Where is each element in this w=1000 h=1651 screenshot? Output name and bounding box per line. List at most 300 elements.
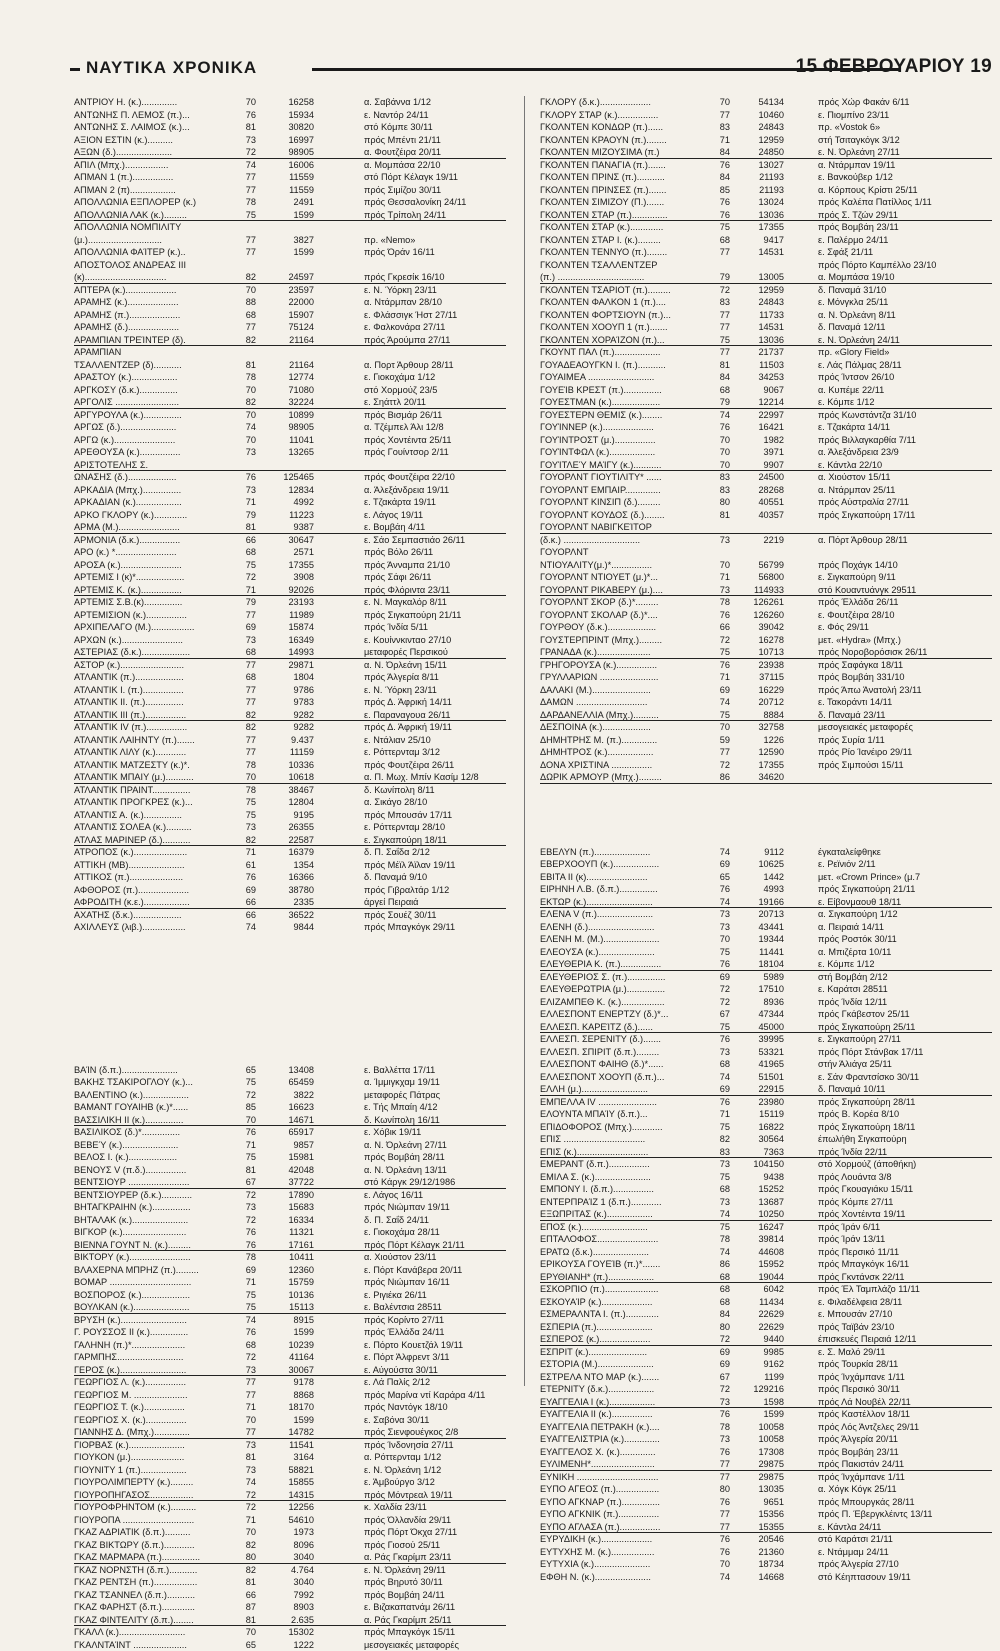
ship-name: ΑΤΛΑΝΤΙΚ Ι. (π.)................ — [74, 684, 230, 697]
ship-row — [540, 484, 992, 497]
tonnage: 12774 — [260, 371, 314, 384]
ship-name: ΝΤΙΟΥΑΛΙΤΥ(μ.)*................ — [540, 559, 706, 572]
tonnage: 42048 — [260, 1164, 314, 1177]
build-year: 78 — [234, 1251, 256, 1264]
position: πρός Ίνδία 5/11 — [364, 621, 524, 634]
build-year: 73 — [234, 446, 256, 459]
build-year: 75 — [708, 1171, 730, 1184]
ship-row — [74, 609, 506, 622]
ship-name: ΩΝΑΣΗΣ (δ.)................... — [74, 471, 230, 484]
position: πρός Σιγκαπούρη 21/11 — [364, 609, 524, 622]
ship-row — [540, 121, 992, 134]
position: ε. Πιομπίνο 23/11 — [818, 109, 992, 122]
tonnage: 1804 — [260, 671, 314, 684]
ship-name: ΓΚΑΖ ΑΔΡΙΑΤΙΚ (δ.π.).......... — [74, 1526, 230, 1539]
ship-row — [74, 1214, 506, 1227]
tonnage: 9067 — [730, 384, 784, 397]
tonnage: 13265 — [260, 446, 314, 459]
tonnage: 8936 — [730, 996, 784, 1009]
ship-name: ΓΟΥΟΡΛΝΤ ΣΚΟΡ (δ.)*......... — [540, 596, 706, 609]
ship-row — [74, 884, 506, 897]
position: πρός Σουέζ 30/11 — [364, 909, 524, 922]
ship-row — [74, 1164, 506, 1177]
build-year: 74 — [234, 1314, 256, 1327]
ship-row — [540, 271, 992, 284]
position: α. Ίμμιγκχαμ 19/11 — [364, 1076, 524, 1089]
build-year: 77 — [234, 696, 256, 709]
build-year: 70 — [234, 1414, 256, 1427]
tonnage: 6042 — [730, 1283, 784, 1296]
build-year: 72 — [708, 1383, 730, 1396]
position: πρός Χοντέιντα 19/11 — [818, 1208, 992, 1221]
position: πρός Σιγκαπούρη 18/11 — [818, 1121, 992, 1134]
tonnage: 4.764 — [260, 1564, 314, 1577]
ship-row — [540, 634, 992, 647]
position: πρός Ίντσον 26/10 — [818, 371, 992, 384]
build-year: 76 — [708, 209, 730, 222]
ship-row — [74, 1539, 506, 1552]
ship-name: ΑΤΛΑΝΤΙΣ ΣΟΛΕΑ (κ.).......... — [74, 821, 230, 834]
ship-row — [74, 546, 506, 559]
position: ε. Φλάσσιγκ Ήστ 27/11 — [364, 309, 524, 322]
ship-name: ΑΡΧΩΝ (κ.)........................ — [74, 634, 230, 647]
ship-name: ΑΧΙΛΛΕΥΣ (λιβ.)................. — [74, 921, 230, 934]
ship-row — [540, 1071, 992, 1084]
ship-name: ΓΕΡΟΣ (κ.).......................... — [74, 1364, 230, 1377]
ship-name: ΕΛΙΖΑΜΠΕΘ Κ. (κ.)................. — [540, 996, 706, 1009]
build-year: 72 — [708, 1333, 730, 1346]
build-year: 72 — [234, 1351, 256, 1364]
build-year: 78 — [234, 759, 256, 772]
ship-row — [540, 209, 992, 222]
position: πρός Καλέπα Πατίλλος 1/11 — [818, 196, 992, 209]
position: μεσογειακές μεταφορές — [364, 1639, 524, 1651]
tonnage: 16822 — [730, 1121, 784, 1134]
position: α. Ν. Όρλεάνη 15/11 — [364, 659, 524, 672]
ship-name: ΑΤΤΙΚΟΣ (π.)..................... — [74, 871, 230, 884]
ship-name: ΑΧΑΤΗΣ (δ.κ.)................... — [74, 909, 230, 922]
ship-row — [540, 1346, 992, 1359]
position: μεταφορές Περσικού — [364, 646, 524, 659]
ship-name: ΓΕΩΡΓΙΟΣ Μ. ..................... — [74, 1389, 230, 1402]
build-year: 76 — [234, 1239, 256, 1252]
ship-name: ΑΤΛΑΝΤΙΚ ΛΑΙΗΝΤΥ (π.)....... — [74, 734, 230, 747]
ship-name: ΑΤΛΑΣ ΜΑΡΙΝΕΡ (δ.)........... — [74, 834, 230, 847]
ship-name: ΑΡΟ (κ.) *........................ — [74, 546, 230, 559]
position: πρός Ίνδία 22/11 — [818, 1146, 992, 1159]
position: πρός Γκάβεστον 25/11 — [818, 1008, 992, 1021]
tonnage: 8915 — [260, 1314, 314, 1327]
tonnage: 43441 — [730, 921, 784, 934]
ship-row — [540, 459, 992, 472]
tonnage: 3971 — [730, 446, 784, 459]
ship-name: (π.) .................................. — [540, 271, 706, 284]
tonnage: 18734 — [730, 1558, 784, 1571]
ship-name: ΑΡΤΕΜΙΣ Κ. (κ.)................ — [74, 584, 230, 597]
tonnage: 22997 — [730, 409, 784, 422]
tonnage: 10058 — [730, 1421, 784, 1434]
ship-name: ΑΠΟΛΛΩΝΙΑ ΕΞΠΛΟΡΕΡ (κ.) — [74, 196, 230, 209]
ship-name: ΓΟΥΊΝΝΕΡ (κ.).................... — [540, 421, 706, 434]
ship-row — [540, 896, 992, 909]
ship-name: Γ. ΡΟΥΣΣΟΣ ΙΙ (κ.)............... — [74, 1326, 230, 1339]
tonnage: 21164 — [260, 359, 314, 372]
ship-row — [74, 559, 506, 572]
position: πρός Ίνδονησία 27/11 — [364, 1439, 524, 1452]
build-year: 77 — [234, 321, 256, 334]
ship-name: ΒΑΜΑΝΤ ΓΟΥΑΙΗΒ (κ.)*...... — [74, 1101, 230, 1114]
ship-row — [74, 421, 506, 434]
tonnage: 22000 — [260, 296, 314, 309]
position: ε. Σιγκαπούρη 9/11 — [818, 571, 992, 584]
ship-row — [540, 496, 992, 509]
tonnage: 1442 — [730, 871, 784, 884]
tonnage: 1982 — [730, 434, 784, 447]
build-year: 75 — [234, 1076, 256, 1089]
position: ε. Φιλαδέλφεια 28/11 — [818, 1296, 992, 1309]
tonnage: 14531 — [730, 246, 784, 259]
build-year: 82 — [234, 396, 256, 409]
ship-name: ΕΠΤΑΛΟΦΟΣ........................ — [540, 1233, 706, 1246]
build-year: 69 — [708, 1346, 730, 1359]
position: πρός Καστέλλον 18/11 — [818, 1408, 992, 1421]
tonnage: 29871 — [260, 659, 314, 672]
build-year: 76 — [708, 1496, 730, 1509]
ship-row — [74, 459, 506, 472]
ship-row — [540, 246, 992, 259]
tonnage: 3908 — [260, 571, 314, 584]
ship-name: ΑΤΡΟΠΟΣ (κ.)..................... — [74, 846, 230, 859]
ship-row — [74, 1351, 506, 1364]
build-year: 73 — [708, 534, 730, 547]
build-year: 77 — [708, 246, 730, 259]
ship-name: ΕΜΕΡΑΝΤ (δ.π.)................ — [540, 1158, 706, 1171]
ship-name: ΑΤΛΑΝΤΙΣ Α. (κ.)............... — [74, 809, 230, 822]
ship-name: ΓΟΥΣΤΕΡΠΡΙΝΤ (Μπχ.)......... — [540, 634, 706, 647]
ship-name: ΓΚΑΖ ΦΙΝΤΕΛΙΤΥ (δ.π.)........ — [74, 1614, 230, 1627]
ship-name: ΓΕΩΡΓΙΟΣ Λ. (κ.)................ — [74, 1376, 230, 1389]
ship-row — [540, 1208, 992, 1221]
position: πρός Μπουργκάς 28/11 — [818, 1496, 992, 1509]
ship-row — [540, 1171, 992, 1184]
tonnage: 65917 — [260, 1126, 314, 1139]
position: πρός Έλλάδα 24/11 — [364, 1326, 524, 1339]
ship-row — [74, 209, 506, 222]
position: πρός Νιώμπαν 16/11 — [364, 1276, 524, 1289]
position: ε. Τής Μπαίη 4/12 — [364, 1101, 524, 1114]
build-year: 77 — [234, 684, 256, 697]
ship-name: ΕΣΠΕΡΟΣ (κ.).................... — [540, 1333, 706, 1346]
ship-name: ΓΙΟΥΡΟΠΑ ............................ — [74, 1514, 230, 1527]
position: ε. Σηάττλ 20/11 — [364, 396, 524, 409]
position: α. Ράς Γκαρίμπ 25/11 — [364, 1614, 524, 1627]
build-year: 76 — [708, 1546, 730, 1559]
ship-name: ΓΚΟΛΝΤΕΝ ΤΣΑΡΙΟΤ (π.)......... — [540, 284, 706, 297]
ship-row — [74, 121, 506, 134]
tonnage: 15355 — [730, 1521, 784, 1534]
position: πρός Χοντέιντα 25/11 — [364, 434, 524, 447]
ship-row — [74, 446, 506, 459]
ship-name: ΓΙΟΥΡΟΦΡΗΝΤΟΜ (κ.).......... — [74, 1501, 230, 1514]
ship-name: ΒΗΤΑΛΑΚ (κ.)...................... — [74, 1214, 230, 1227]
build-year: 73 — [708, 1433, 730, 1446]
tonnage: 11733 — [730, 309, 784, 322]
ship-row — [540, 1258, 992, 1271]
ship-row — [540, 396, 992, 409]
ship-name: ΑΤΛΑΝΤΙΚ ΛΙΛΥ (κ.)............ — [74, 746, 230, 759]
ship-row — [540, 409, 992, 422]
tonnage: 1598 — [730, 1396, 784, 1409]
build-year: 66 — [234, 909, 256, 922]
position: ε. Άμβούργο 3/12 — [364, 1476, 524, 1489]
build-year: 75 — [234, 1301, 256, 1314]
position: πρός Σάφι 26/11 — [364, 571, 524, 584]
ship-row — [74, 834, 506, 847]
ship-row — [74, 234, 506, 247]
tonnage: 7363 — [730, 1146, 784, 1159]
tonnage: 1226 — [730, 734, 784, 747]
position: στή Τσιταγκόγκ 3/12 — [818, 134, 992, 147]
tonnage: 9178 — [260, 1376, 314, 1389]
build-year: 59 — [708, 734, 730, 747]
build-year: 65 — [708, 871, 730, 884]
position: ε. Κουίννκινταο 27/10 — [364, 634, 524, 647]
ship-name: ΔΑΛΑΚΙ (Μ.)....................... — [540, 684, 706, 697]
build-year: 70 — [708, 434, 730, 447]
ship-name: ΕΥΑΓΓΕΛΙΑ ΠΕΤΡΑΚΗ (κ.).... — [540, 1421, 706, 1434]
tonnage: 17355 — [730, 221, 784, 234]
ship-row — [540, 1358, 992, 1371]
ship-name: ΕΠΙΣ ................................ — [540, 1133, 706, 1146]
ship-name: ΕΡΑΤΩ (δ.κ.)...................... — [540, 1246, 706, 1259]
position: μετ. «Crown Prince» (μ.7 — [818, 871, 992, 884]
tonnage: 9857 — [260, 1139, 314, 1152]
ship-row — [74, 571, 506, 584]
build-year: 81 — [234, 359, 256, 372]
tonnage: 15252 — [730, 1183, 784, 1196]
tonnage: 17355 — [260, 559, 314, 572]
ship-name: ΓΕΩΡΓΙΟΣ Χ. (κ.)................ — [74, 1414, 230, 1427]
ship-name: ΓΚΑΛΝΤΑΊΝΤ ..................... — [74, 1639, 230, 1651]
position: ε. Λάγος 19/11 — [364, 509, 524, 522]
ship-row — [74, 171, 506, 184]
ship-row — [540, 759, 992, 772]
ship-row — [74, 634, 506, 647]
ship-name: ΓΚΟΛΝΤΕΝ ΦΟΡΤΣΙΟΥΝ (π.)... — [540, 309, 706, 322]
position: πρός Ίράν 13/11 — [818, 1233, 992, 1246]
ship-list-c — [540, 96, 992, 784]
ship-name: ΕΣΜΕΡΑΛΝΤΑ Ι. (π.)............. — [540, 1308, 706, 1321]
position: στήν Άλιάγα 25/11 — [818, 1058, 992, 1071]
position: δ. Κωνίπολη 16/11 — [364, 1114, 524, 1127]
column-divider — [524, 96, 525, 1386]
ship-row — [540, 1146, 992, 1159]
ship-row — [74, 1501, 506, 1514]
tonnage: 13036 — [730, 334, 784, 347]
ship-name: ΒΑΣΣΙΛΙΚΗ ΙΙ (κ.)............... — [74, 1114, 230, 1127]
ship-row — [540, 259, 992, 272]
position: πρός Σιγκαπούρη 21/11 — [818, 883, 992, 896]
ship-row — [540, 1383, 992, 1396]
ship-name: ΑΞΙΟΝ ΕΣΤΙΝ (κ.).......... — [74, 134, 230, 147]
tonnage: 40357 — [730, 509, 784, 522]
ship-row — [74, 859, 506, 872]
position: ε. Γιοκοχάμα 1/12 — [364, 371, 524, 384]
build-year: 86 — [708, 771, 730, 784]
tonnage: 22587 — [260, 834, 314, 847]
tonnage: 12256 — [260, 1501, 314, 1514]
position: ε. Ν. Ύόρκη 23/11 — [364, 284, 524, 297]
ship-name: ΕΛΕΝΑ V (π.)...................... — [540, 908, 706, 921]
position: α. Ν. Όρλεάνη 13/11 — [364, 1164, 524, 1177]
tonnage: 2335 — [260, 896, 314, 909]
ship-row — [74, 371, 506, 384]
position: δ. Παναμά 31/10 — [818, 284, 992, 297]
position: πρός Βομβάη 23/11 — [818, 221, 992, 234]
position: ε. Βιζακαπατνάμ 26/11 — [364, 1601, 524, 1614]
build-year: 79 — [708, 396, 730, 409]
ship-row — [74, 396, 506, 409]
position: πρός Ταϊβάν 23/10 — [818, 1321, 992, 1334]
build-year: 72 — [234, 1214, 256, 1227]
tonnage: 30564 — [730, 1133, 784, 1146]
ship-row — [540, 96, 992, 109]
position: ε. Ναντόρ 24/11 — [364, 109, 524, 122]
build-year: 74 — [708, 1071, 730, 1084]
build-year: 84 — [708, 1308, 730, 1321]
tonnage: 11559 — [260, 184, 314, 197]
tonnage: 39814 — [730, 1233, 784, 1246]
build-year: 83 — [708, 484, 730, 497]
position: α. Σαβάννα 1/12 — [364, 96, 524, 109]
ship-row — [540, 1158, 992, 1171]
tonnage: 18104 — [730, 958, 784, 971]
build-year: 71 — [708, 1108, 730, 1121]
build-year: 69 — [708, 858, 730, 871]
ship-name: ΓΚΑΖ ΜΑΡΜΑΡΑ (π.)............... — [74, 1551, 230, 1564]
build-year: 73 — [708, 1158, 730, 1171]
tonnage: 21737 — [730, 346, 784, 359]
build-year: 76 — [234, 1126, 256, 1139]
tonnage: 18170 — [260, 1401, 314, 1414]
position: ε. Σιγκαπούρη 18/11 — [364, 834, 524, 847]
position: πρός Σιενφουέγκος 2/8 — [364, 1426, 524, 1439]
position: πρ. «Nemo» — [364, 234, 524, 247]
position: πρός Λός Άντζελες 29/11 — [818, 1421, 992, 1434]
position: πρός Έλ Ταμπλάζο 11/11 — [818, 1283, 992, 1296]
position: α. Πορτ Άρθουρ 28/11 — [364, 359, 524, 372]
build-year: 71 — [234, 846, 256, 859]
build-year: 77 — [234, 1376, 256, 1389]
tonnage: 3827 — [260, 234, 314, 247]
build-year: 72 — [234, 1501, 256, 1514]
position: πρός Περσικό 11/11 — [818, 1246, 992, 1259]
ship-row — [74, 1114, 506, 1127]
ship-name: ΑΞΩΝ (δ.)...................... — [74, 146, 230, 159]
build-year: 81 — [234, 1614, 256, 1627]
ship-name: ΕΜΠΕΛΛΑ IV ....................... — [540, 1096, 706, 1109]
position: ε. Ριγιέκα 26/11 — [364, 1289, 524, 1302]
position: ε. Κόμπε 1/12 — [818, 396, 992, 409]
build-year: 82 — [234, 834, 256, 847]
ship-name: ΕΛΛΗ (μ.).......................... — [540, 1083, 706, 1096]
tonnage: 10058 — [730, 1433, 784, 1446]
position: πρός Π. Έβεργκλέιντς 13/11 — [818, 1508, 992, 1521]
position: μεταφορές Πάτρας — [364, 1089, 524, 1102]
build-year: 77 — [234, 246, 256, 259]
tonnage: 34253 — [730, 371, 784, 384]
tonnage: 10618 — [260, 771, 314, 784]
tonnage: 32224 — [260, 396, 314, 409]
build-year: 71 — [234, 1276, 256, 1289]
ship-name: ΓΟΥΟΡΛΝΤ ΡΙΚΑΒΕΡΥ (μ.).... — [540, 584, 706, 597]
ship-name: ΕΠΙΣ (κ.)............................ — [540, 1146, 706, 1159]
position: ε. Φός 29/11 — [818, 621, 992, 634]
build-year: 76 — [708, 1533, 730, 1546]
tonnage: 17890 — [260, 1189, 314, 1202]
position: πρός Άλγερία 27/10 — [818, 1558, 992, 1571]
build-year: 74 — [708, 1208, 730, 1221]
tonnage: 21164 — [260, 334, 314, 347]
build-year: 68 — [708, 1271, 730, 1284]
position: α. Χιούστον 15/11 — [818, 471, 992, 484]
position: πρός Γουίντσορ 2/11 — [364, 446, 524, 459]
ship-name: ΓΚΟΛΝΤΕΝ ΣΤΑΡ (π.).............. — [540, 209, 706, 222]
position: ε. Σ. Μαλό 29/11 — [818, 1346, 992, 1359]
position: πρός Νοροβορόσισκ 26/11 — [818, 646, 992, 659]
ship-row — [74, 134, 506, 147]
ship-row — [74, 409, 506, 422]
build-year: 77 — [708, 109, 730, 122]
tonnage: 28268 — [730, 484, 784, 497]
ship-row — [540, 584, 992, 597]
build-year: 77 — [708, 746, 730, 759]
build-year: 76 — [708, 958, 730, 971]
tonnage: 13005 — [730, 271, 784, 284]
position: πρός Γκντάνσκ 22/11 — [818, 1271, 992, 1284]
build-year: 76 — [708, 196, 730, 209]
ship-name: ΕΥΠΟ ΑΓΚΝΑΡ (π.)............... — [540, 1496, 706, 1509]
tonnage: 53321 — [730, 1046, 784, 1059]
position: ε. Πόρτ Άλφρεντ 3/11 — [364, 1351, 524, 1364]
build-year: 69 — [708, 971, 730, 984]
ship-row — [540, 471, 992, 484]
build-year: 70 — [708, 459, 730, 472]
build-year: 75 — [234, 796, 256, 809]
position: α. Μομπάσα 19/10 — [818, 271, 992, 284]
tonnage: 14993 — [260, 646, 314, 659]
ship-name: ΕΜΠΟΝΥ Ι. (δ.π.)................ — [540, 1183, 706, 1196]
position: πρός Πόρτ Στάνβακ 17/11 — [818, 1046, 992, 1059]
build-year: 78 — [234, 196, 256, 209]
build-year: 66 — [708, 621, 730, 634]
build-year: 74 — [708, 1571, 730, 1584]
position: α. Ν. Όρλεάνη 27/11 — [364, 1139, 524, 1152]
ship-row — [74, 1414, 506, 1427]
build-year: 77 — [234, 234, 256, 247]
ship-name: ΑΤΛΑΝΤΙΚ (π.)................... — [74, 671, 230, 684]
ship-row — [540, 359, 992, 372]
ship-row — [74, 1301, 506, 1314]
tonnage: 104150 — [730, 1158, 784, 1171]
build-year: 82 — [234, 721, 256, 734]
tonnage: 22629 — [730, 1321, 784, 1334]
tonnage: 11559 — [260, 171, 314, 184]
ship-name: ΒΕΛΟΣ Ι. (κ.)................... — [74, 1151, 230, 1164]
ship-name: ΕΙΡΗΝΗ Λ.Β. (δ.π.)............... — [540, 883, 706, 896]
build-year: 76 — [708, 159, 730, 172]
ship-row — [74, 1126, 506, 1139]
